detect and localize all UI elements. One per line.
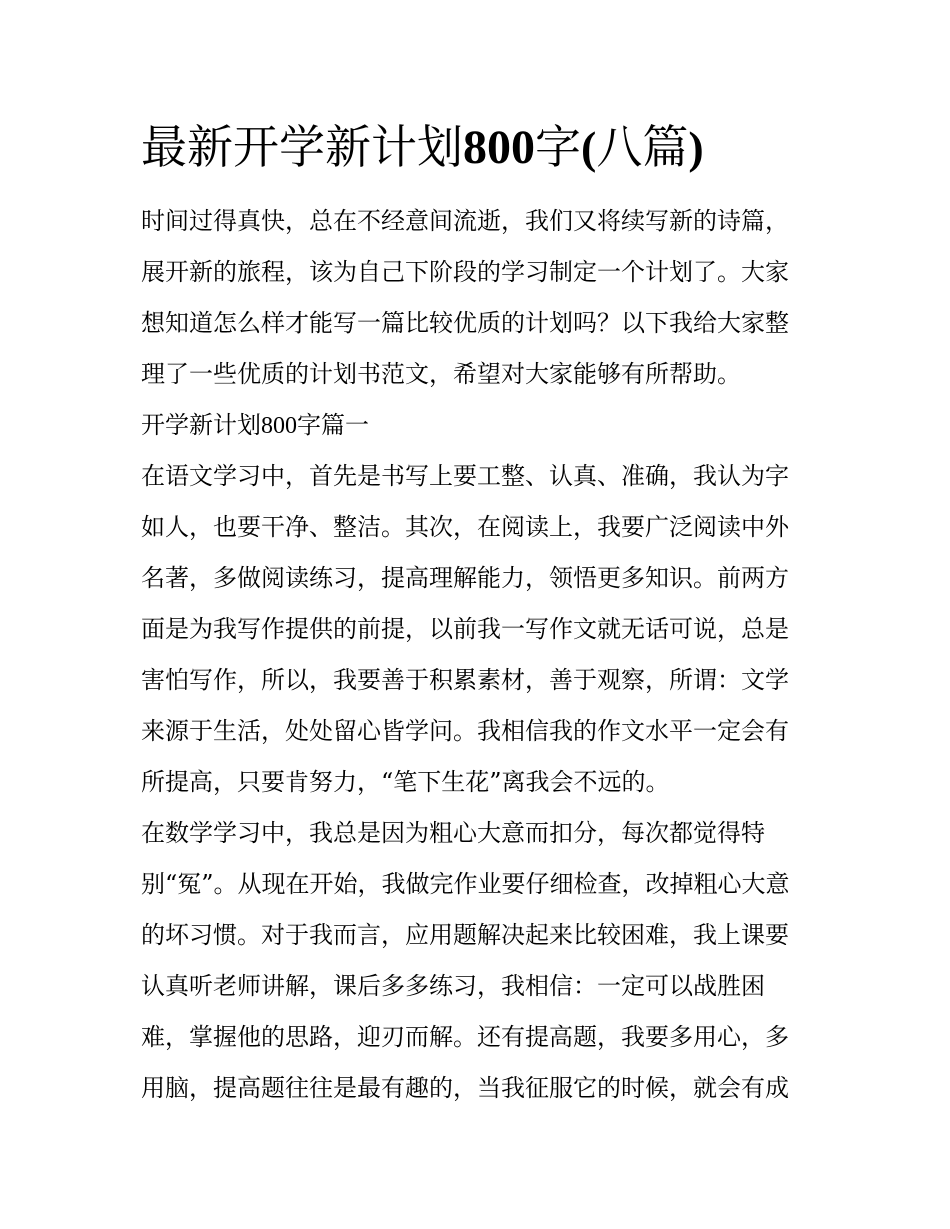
intro-line: 理了一些优质的计划书范文，希望对大家能够有所帮助。 [141, 360, 741, 388]
section-heading-part2: 字篇一 [297, 411, 369, 439]
title-paren-close: ) [688, 122, 704, 173]
section-heading-part1: 开学新计划 [141, 411, 261, 439]
paragraph1-line: 来源于生活，处处留心皆学问。我相信我的作文水平一定会有 [141, 717, 789, 745]
paragraph2-line: 认真听老师讲解，课后多多练习，我相信：一定可以战胜困 [141, 972, 765, 1000]
intro-line: 时间过得真快，总在不经意间流逝，我们又将续写新的诗篇， [141, 207, 789, 235]
section-heading [141, 410, 369, 440]
title-number: 800 [463, 121, 535, 174]
title-paren-open: ( [581, 122, 597, 173]
title-text-part3: 八篇 [596, 120, 689, 174]
paragraph1-line: 所提高，只要肯努力，“笔下生花”离我会不远的。 [141, 768, 670, 796]
paragraph2-line: 别“冤”。从现在开始，我做完作业要仔细检查，改掉粗心大意 [141, 870, 790, 898]
paragraph1-line: 如人，也要干净、整洁。其次，在阅读上，我要广泛阅读中外 [141, 513, 789, 541]
paragraph2-line: 难，掌握他的思路，迎刃而解。还有提高题，我要多用心，多 [141, 1023, 789, 1051]
section-heading-number: 800 [261, 413, 297, 439]
title-text-part2: 字 [535, 120, 581, 174]
intro-line: 想知道怎么样才能写一篇比较优质的计划吗？以下我给大家整 [141, 309, 789, 337]
paragraph1-line: 害怕写作，所以，我要善于积累素材，善于观察，所谓：文学 [141, 666, 789, 694]
paragraph2-line: 用脑，提高题往往是最有趣的，当我征服它的时候，就会有成 [141, 1074, 789, 1102]
paragraph2-line: 在数学学习中，我总是因为粗心大意而扣分，每次都觉得特 [141, 819, 765, 847]
document-title [141, 112, 704, 183]
paragraph1-line: 面是为我写作提供的前提，以前我一写作文就无话可说，总是 [141, 615, 789, 643]
title-text-part1: 最新开学新计划 [141, 120, 463, 174]
paragraph2-line: 的坏习惯。对于我而言，应用题解决起来比较困难，我上课要 [141, 921, 789, 949]
paragraph1-line: 在语文学习中，首先是书写上要工整、认真、准确，我认为字 [141, 462, 789, 490]
intro-line: 展开新的旅程，该为自己下阶段的学习制定一个计划了。大家 [141, 258, 789, 286]
paragraph1-line: 名著，多做阅读练习，提高理解能力，领悟更多知识。前两方 [141, 564, 789, 592]
